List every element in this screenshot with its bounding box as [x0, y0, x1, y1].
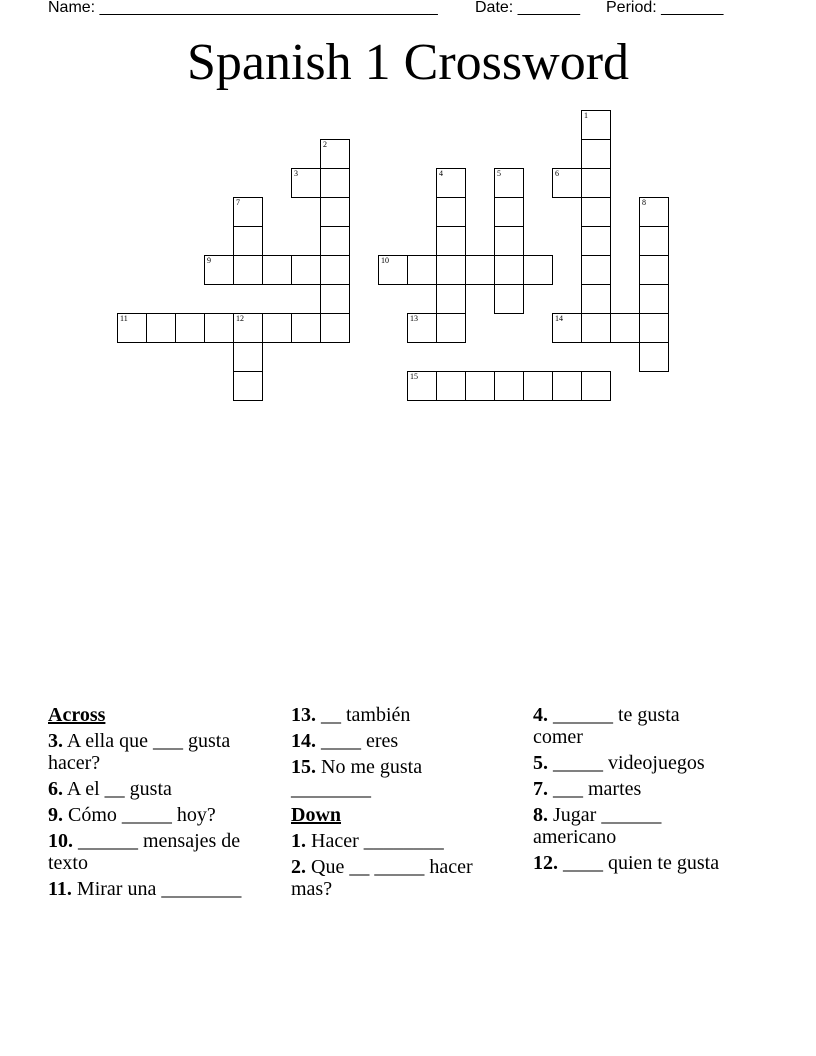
- crossword-cell-5[interactable]: [494, 168, 524, 198]
- crossword-cell[interactable]: [262, 313, 292, 343]
- clue-column-1: [48, 704, 263, 904]
- crossword-cell[interactable]: [639, 226, 669, 256]
- crossword-cell[interactable]: [581, 284, 611, 314]
- clue-number: 9.: [48, 804, 63, 826]
- clue-number: 2.: [291, 856, 306, 878]
- clue-item: [48, 804, 263, 826]
- cell-number: 10: [381, 256, 389, 265]
- crossword-cell[interactable]: [291, 313, 321, 343]
- crossword-cell[interactable]: [523, 371, 553, 401]
- down-clues-list-cont: [533, 704, 728, 874]
- crossword-cell[interactable]: [320, 313, 350, 343]
- clue-text: No me gusta ________: [291, 756, 423, 800]
- clue-text: Hacer ________: [306, 830, 444, 852]
- crossword-cell[interactable]: [494, 284, 524, 314]
- cell-number: 6: [555, 169, 559, 178]
- crossword-cell[interactable]: [175, 313, 205, 343]
- crossword-cell-8[interactable]: [639, 197, 669, 227]
- cell-number: 8: [642, 198, 646, 207]
- crossword-cell[interactable]: [262, 255, 292, 285]
- clue-text: Jugar ______ americano: [533, 804, 662, 848]
- crossword-cell-2[interactable]: [320, 139, 350, 169]
- cell-number: 15: [410, 372, 418, 381]
- crossword-cell[interactable]: [523, 255, 553, 285]
- crossword-cell[interactable]: [233, 371, 263, 401]
- crossword-cell[interactable]: [320, 168, 350, 198]
- clue-item: [533, 752, 728, 774]
- down-clues-list: [291, 830, 491, 900]
- crossword-cell[interactable]: [436, 313, 466, 343]
- crossword-cell[interactable]: [436, 284, 466, 314]
- crossword-grid: [0, 0, 816, 420]
- crossword-cell[interactable]: [610, 313, 640, 343]
- crossword-cell[interactable]: [436, 226, 466, 256]
- crossword-cell[interactable]: [639, 342, 669, 372]
- clue-number: 15.: [291, 756, 316, 778]
- crossword-cell[interactable]: [494, 371, 524, 401]
- clue-item: [291, 856, 491, 900]
- crossword-cell[interactable]: [233, 342, 263, 372]
- clue-item: [48, 830, 263, 874]
- clue-text: ____ eres: [316, 730, 399, 752]
- page-title: Spanish 1 Crossword: [186, 34, 630, 91]
- crossword-cell-9[interactable]: [204, 255, 234, 285]
- crossword-cell-10[interactable]: [378, 255, 408, 285]
- crossword-cell[interactable]: [494, 226, 524, 256]
- crossword-cell[interactable]: [639, 255, 669, 285]
- crossword-cell[interactable]: [436, 255, 466, 285]
- cell-number: 4: [439, 169, 443, 178]
- crossword-cell-6[interactable]: [552, 168, 582, 198]
- clue-number: 5.: [533, 752, 548, 774]
- clue-text: A ella que ___ gusta hacer?: [48, 730, 231, 774]
- crossword-cell[interactable]: [320, 284, 350, 314]
- name-field: Name: ______________________________________: [48, 0, 438, 16]
- crossword-cell[interactable]: [494, 197, 524, 227]
- crossword-cell[interactable]: [465, 371, 495, 401]
- down-heading: Down: [291, 804, 342, 826]
- crossword-cell[interactable]: [436, 197, 466, 227]
- clue-item: [533, 704, 728, 748]
- clue-number: 11.: [48, 878, 72, 900]
- clue-number: 1.: [291, 830, 306, 852]
- crossword-cell[interactable]: [581, 226, 611, 256]
- clue-item: [48, 878, 263, 900]
- crossword-cell[interactable]: [407, 255, 437, 285]
- crossword-cell[interactable]: [581, 168, 611, 198]
- crossword-cell[interactable]: [320, 255, 350, 285]
- clue-item: [291, 730, 491, 752]
- clue-number: 8.: [533, 804, 548, 826]
- crossword-cell-12[interactable]: [233, 313, 263, 343]
- crossword-cell-15[interactable]: [407, 371, 437, 401]
- crossword-cell[interactable]: [581, 139, 611, 169]
- clue-item: [533, 804, 728, 848]
- crossword-cell[interactable]: [581, 197, 611, 227]
- crossword-cell[interactable]: [233, 255, 263, 285]
- crossword-cell[interactable]: [204, 313, 234, 343]
- cell-number: 5: [497, 169, 501, 178]
- clue-number: 4.: [533, 704, 548, 726]
- cell-number: 3: [294, 169, 298, 178]
- crossword-cell[interactable]: [639, 284, 669, 314]
- clue-text: ___ martes: [548, 778, 642, 800]
- cell-number: 1: [584, 111, 588, 120]
- crossword-cell[interactable]: [465, 255, 495, 285]
- cell-number: 11: [120, 314, 128, 323]
- clue-number: 3.: [48, 730, 63, 752]
- clue-text: ____ quien te gusta: [558, 852, 720, 874]
- crossword-cell[interactable]: [233, 226, 263, 256]
- crossword-cell[interactable]: [581, 255, 611, 285]
- crossword-cell-3[interactable]: [291, 168, 321, 198]
- clue-text: ______ mensajes de texto: [48, 830, 241, 874]
- clue-item: [291, 704, 491, 726]
- clue-text: _____ videojuegos: [548, 752, 705, 774]
- clue-number: 13.: [291, 704, 316, 726]
- clue-item: [48, 778, 263, 800]
- clue-text: ______ te gusta comer: [533, 704, 680, 748]
- crossword-cell[interactable]: [436, 371, 466, 401]
- clue-number: 12.: [533, 852, 558, 874]
- clue-text: __ también: [316, 704, 411, 726]
- crossword-cell[interactable]: [320, 226, 350, 256]
- cell-number: 13: [410, 314, 418, 323]
- clue-text: Cómo _____ hoy?: [63, 804, 216, 826]
- cell-number: 12: [236, 314, 244, 323]
- crossword-cell[interactable]: [320, 197, 350, 227]
- crossword-cell-11[interactable]: [117, 313, 147, 343]
- period-field: Period: _______: [606, 0, 724, 16]
- crossword-cell[interactable]: [552, 371, 582, 401]
- clue-number: 10.: [48, 830, 73, 852]
- clue-column-3: [533, 704, 728, 878]
- clue-number: 14.: [291, 730, 316, 752]
- crossword-cell[interactable]: [291, 255, 321, 285]
- cell-number: 14: [555, 314, 563, 323]
- clue-item: [533, 852, 728, 874]
- clue-text: Mirar una ________: [71, 878, 242, 900]
- date-field: Date: _______: [475, 0, 580, 16]
- crossword-cell-7[interactable]: [233, 197, 263, 227]
- cell-number: 7: [236, 198, 240, 207]
- crossword-cell[interactable]: [494, 255, 524, 285]
- crossword-cell-1[interactable]: [581, 110, 611, 140]
- clue-item: [533, 778, 728, 800]
- clue-item: [291, 756, 491, 800]
- crossword-cell-4[interactable]: [436, 168, 466, 198]
- clue-item: [48, 730, 263, 774]
- clue-number: 6.: [48, 778, 63, 800]
- across-clues-list: [48, 730, 263, 900]
- clue-column-2: [291, 704, 491, 904]
- crossword-cell[interactable]: [581, 313, 611, 343]
- clue-number: 7.: [533, 778, 548, 800]
- cell-number: 2: [323, 140, 327, 149]
- across-heading: Across: [48, 704, 106, 726]
- crossword-cell[interactable]: [146, 313, 176, 343]
- crossword-cell-14[interactable]: [552, 313, 582, 343]
- across-clues-list-cont: [291, 704, 491, 800]
- clue-text: Que __ _____ hacer mas?: [291, 856, 473, 900]
- crossword-cell-13[interactable]: [407, 313, 437, 343]
- crossword-cell[interactable]: [639, 313, 669, 343]
- crossword-cell[interactable]: [581, 371, 611, 401]
- clue-item: [291, 830, 491, 852]
- cell-number: 9: [207, 256, 211, 265]
- clue-text: A el __ gusta: [63, 778, 172, 800]
